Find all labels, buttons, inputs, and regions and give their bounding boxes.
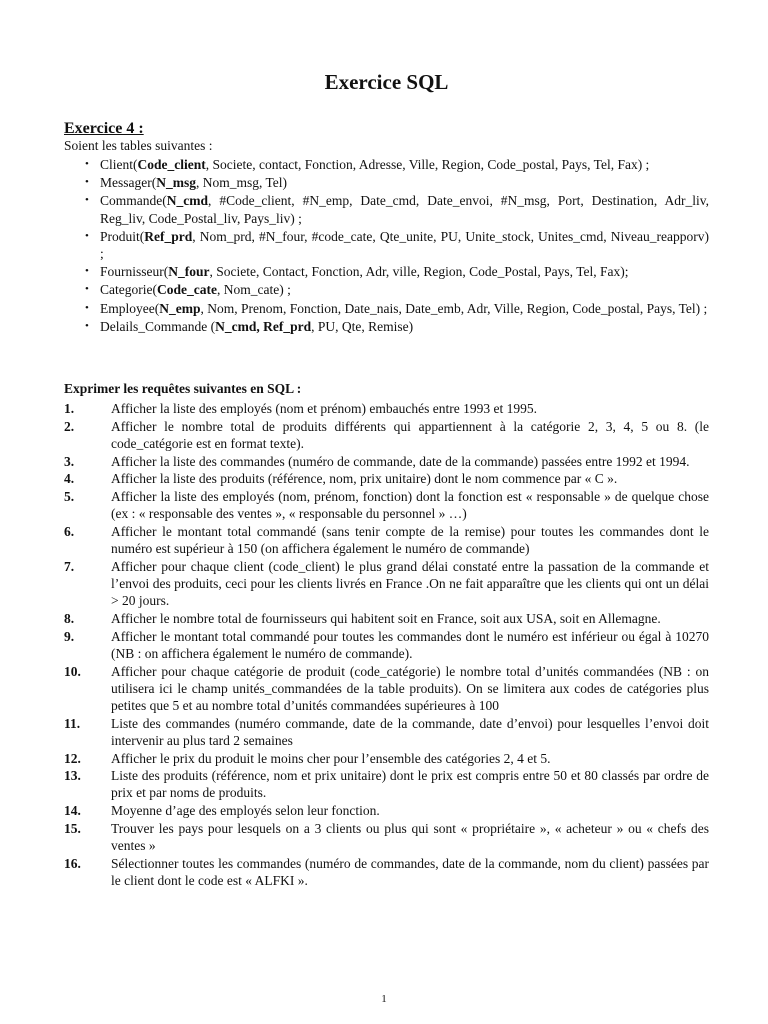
table-definition — [64, 228, 709, 262]
table-text: , PU, Qte, Remise) — [311, 318, 414, 334]
table-text: Employee( — [100, 300, 160, 316]
query-number: 4. — [64, 471, 75, 487]
bullet-icon: • — [85, 319, 89, 332]
table-definition — [64, 263, 709, 280]
query-text: Afficher pour chaque client (code_client) le plus grand délai constaté entre la passation de la commande et l’envoi des produits, ceci pour les clients livrés en France .On ne fait apparaître que les clients qui ont un délai > 20 jours. — [111, 558, 709, 609]
table-text: , Societe, Contact, Fonction, Adr, ville, Region, Code_Postal, Pays, Tel, Fax); — [209, 264, 629, 280]
query-text: Afficher la liste des employés (nom et prénom) embauchés entre 1993 et 1995. — [111, 401, 537, 416]
page-title: Exercice SQL — [324, 70, 449, 94]
table-definition — [64, 318, 709, 335]
table-definition — [64, 174, 709, 191]
query-text: Sélectionner toutes les commandes (numéro de commandes, date de la commande, nom du client) passées par le client dont le code est « ALFKI ». — [111, 855, 709, 888]
query-text: Afficher la liste des produits (référence, nom, prix unitaire) dont le nom commence par « C ». — [111, 471, 618, 487]
table-text: , Nom_msg, Tel) — [195, 175, 288, 191]
query-item — [64, 750, 709, 767]
table-text: Messager( — [100, 175, 157, 191]
query-text: Trouver les pays pour lesquels on a 3 clients ou plus qui sont « propriétaire », « acheteur » ou « chefs des ventes » — [111, 820, 709, 854]
query-number: 16. — [64, 855, 81, 871]
primary-key: N_cmd — [166, 193, 208, 209]
query-text: Afficher pour chaque catégorie de produit (code_catégorie) le nombre total d’unités commandées (NB : on utilisera ici le champ unités_commandées de la table produits). On se limitera aux codes de catégories plus petites que 5 et au nombre total d’unités commandées supérieures à 100 — [111, 663, 709, 713]
query-number: 5. — [64, 489, 75, 505]
query-item — [64, 802, 709, 819]
bullet-icon: • — [85, 229, 89, 242]
table-text: Delails_Commande ( — [100, 318, 216, 334]
query-item — [64, 558, 709, 610]
table-text: , Nom_prd, #N_four, #code_cate, Qte_unite, PU, Unite_stock, Unites_cmd, Niveau_reapporv) ; — [100, 228, 709, 262]
bullet-icon: • — [85, 176, 89, 189]
primary-key: N_cmd, Ref_prd — [215, 318, 312, 334]
primary-key: Code_client — [137, 157, 206, 172]
bullet-icon: • — [85, 158, 89, 170]
query-number: 14. — [64, 803, 81, 819]
table-definition — [64, 192, 709, 226]
query-number: 12. — [64, 750, 81, 766]
table-definition — [64, 300, 709, 317]
table-text: , Nom_cate) ; — [216, 282, 291, 298]
exercise-heading: Exercice 4 : — [64, 120, 144, 137]
table-text: Commande( — [100, 193, 167, 209]
query-item — [64, 523, 709, 557]
query-number: 2. — [64, 418, 75, 434]
query-text: Liste des commandes (numéro commande, date de la commande, date d’envoi) pour lesquelles l’envoi doit intervenir au plus tard 2 semaines — [111, 715, 709, 748]
query-text: Liste des produits (référence, nom et prix unitaire) dont le prix est compris entre 50 et 80 classés par ordre de prix et par noms de produits. — [111, 768, 709, 801]
query-text: Afficher le montant total commandé (sans tenir compte de la remise) pour toutes les commandes dont le numéro est supérieur à 150 (on affichera également le numéro de commande) — [111, 523, 709, 557]
table-definition — [64, 156, 709, 173]
query-number: 8. — [64, 610, 75, 626]
query-text: Afficher le nombre total de fournisseurs qui habitent soit en France, soit aux USA, soit en Allemagne. — [111, 610, 661, 626]
table-text: Produit( — [100, 228, 145, 244]
primary-key: N_emp — [159, 300, 201, 316]
query-number: 9. — [64, 628, 75, 644]
table-definition — [64, 281, 709, 298]
query-item — [64, 663, 709, 715]
query-text: Afficher la liste des employés (nom, prénom, fonction) dont la fonction est « responsable » de quelque chose (ex : « responsable des ventes », « responsable du personnel » …) — [111, 489, 709, 522]
query-item — [64, 715, 709, 749]
query-item — [64, 453, 709, 470]
query-item — [64, 628, 709, 662]
query-number: 11. — [64, 715, 81, 731]
query-number: 7. — [64, 558, 75, 574]
table-text: , #Code_client, #N_emp, Date_cmd, Date_envoi, #N_msg, Port, Destination, Adr_liv, Reg_liv, Code_Postal_liv, Pays_liv) ; — [100, 193, 709, 226]
bullet-icon: • — [85, 283, 89, 296]
query-item — [64, 855, 709, 889]
query-text: Afficher le montant total commandé pour toutes les commandes dont le numéro est inférieur ou égal à 10270 (NB : on affichera également le numéro de commande). — [111, 628, 709, 661]
page-number: 1 — [381, 993, 387, 1005]
primary-key: Code_cate — [156, 282, 217, 298]
query-text: Afficher le prix du produit le moins cher pour l’ensemble des catégories 2, 4 et 5. — [111, 750, 551, 766]
query-item — [64, 820, 709, 854]
intro-text: Soient les tables suivantes : — [64, 138, 213, 153]
query-number: 1. — [64, 401, 75, 416]
requests-heading: Exprimer les requêtes suivantes en SQL : — [64, 381, 302, 396]
query-item — [64, 418, 709, 452]
primary-key: Ref_prd — [144, 228, 193, 244]
query-text: Afficher le nombre total de produits différents qui appartiennent à la catégorie 2, 3, 4, 5 ou 8. (le code_catégorie est en format texte). — [111, 418, 709, 451]
tables-list — [64, 156, 709, 336]
table-text: , Nom, Prenom, Fonction, Date_nais, Date_emb, Adr, Ville, Region, Code_postal, Pays, Tel) ; — [200, 300, 708, 316]
table-text: Categorie( — [100, 282, 157, 298]
table-text: Client( — [100, 157, 138, 172]
query-text: Afficher la liste des commandes (numéro de commande, date de la commande) passées entre 1992 et 1994. — [111, 453, 690, 469]
query-item — [64, 488, 709, 522]
query-item — [64, 610, 709, 627]
bullet-icon: • — [85, 301, 89, 314]
primary-key: N_four — [168, 264, 210, 280]
query-item — [64, 470, 709, 487]
table-text: Fournisseur( — [100, 264, 169, 280]
query-number: 13. — [64, 768, 81, 784]
primary-key: N_msg — [156, 175, 196, 191]
queries-list — [64, 400, 709, 890]
query-text: Moyenne d’age des employés selon leur fonction. — [111, 803, 380, 819]
query-item — [64, 767, 709, 801]
bullet-icon: • — [85, 194, 89, 207]
query-item — [64, 400, 709, 417]
query-number: 3. — [64, 453, 75, 469]
table-text: , Societe, contact, Fonction, Adresse, Ville, Region, Code_postal, Pays, Tel, Fax) ; — [205, 157, 650, 172]
query-number: 6. — [64, 523, 75, 539]
bullet-icon: • — [85, 265, 89, 278]
query-number: 15. — [64, 820, 81, 836]
query-number: 10. — [64, 663, 81, 679]
